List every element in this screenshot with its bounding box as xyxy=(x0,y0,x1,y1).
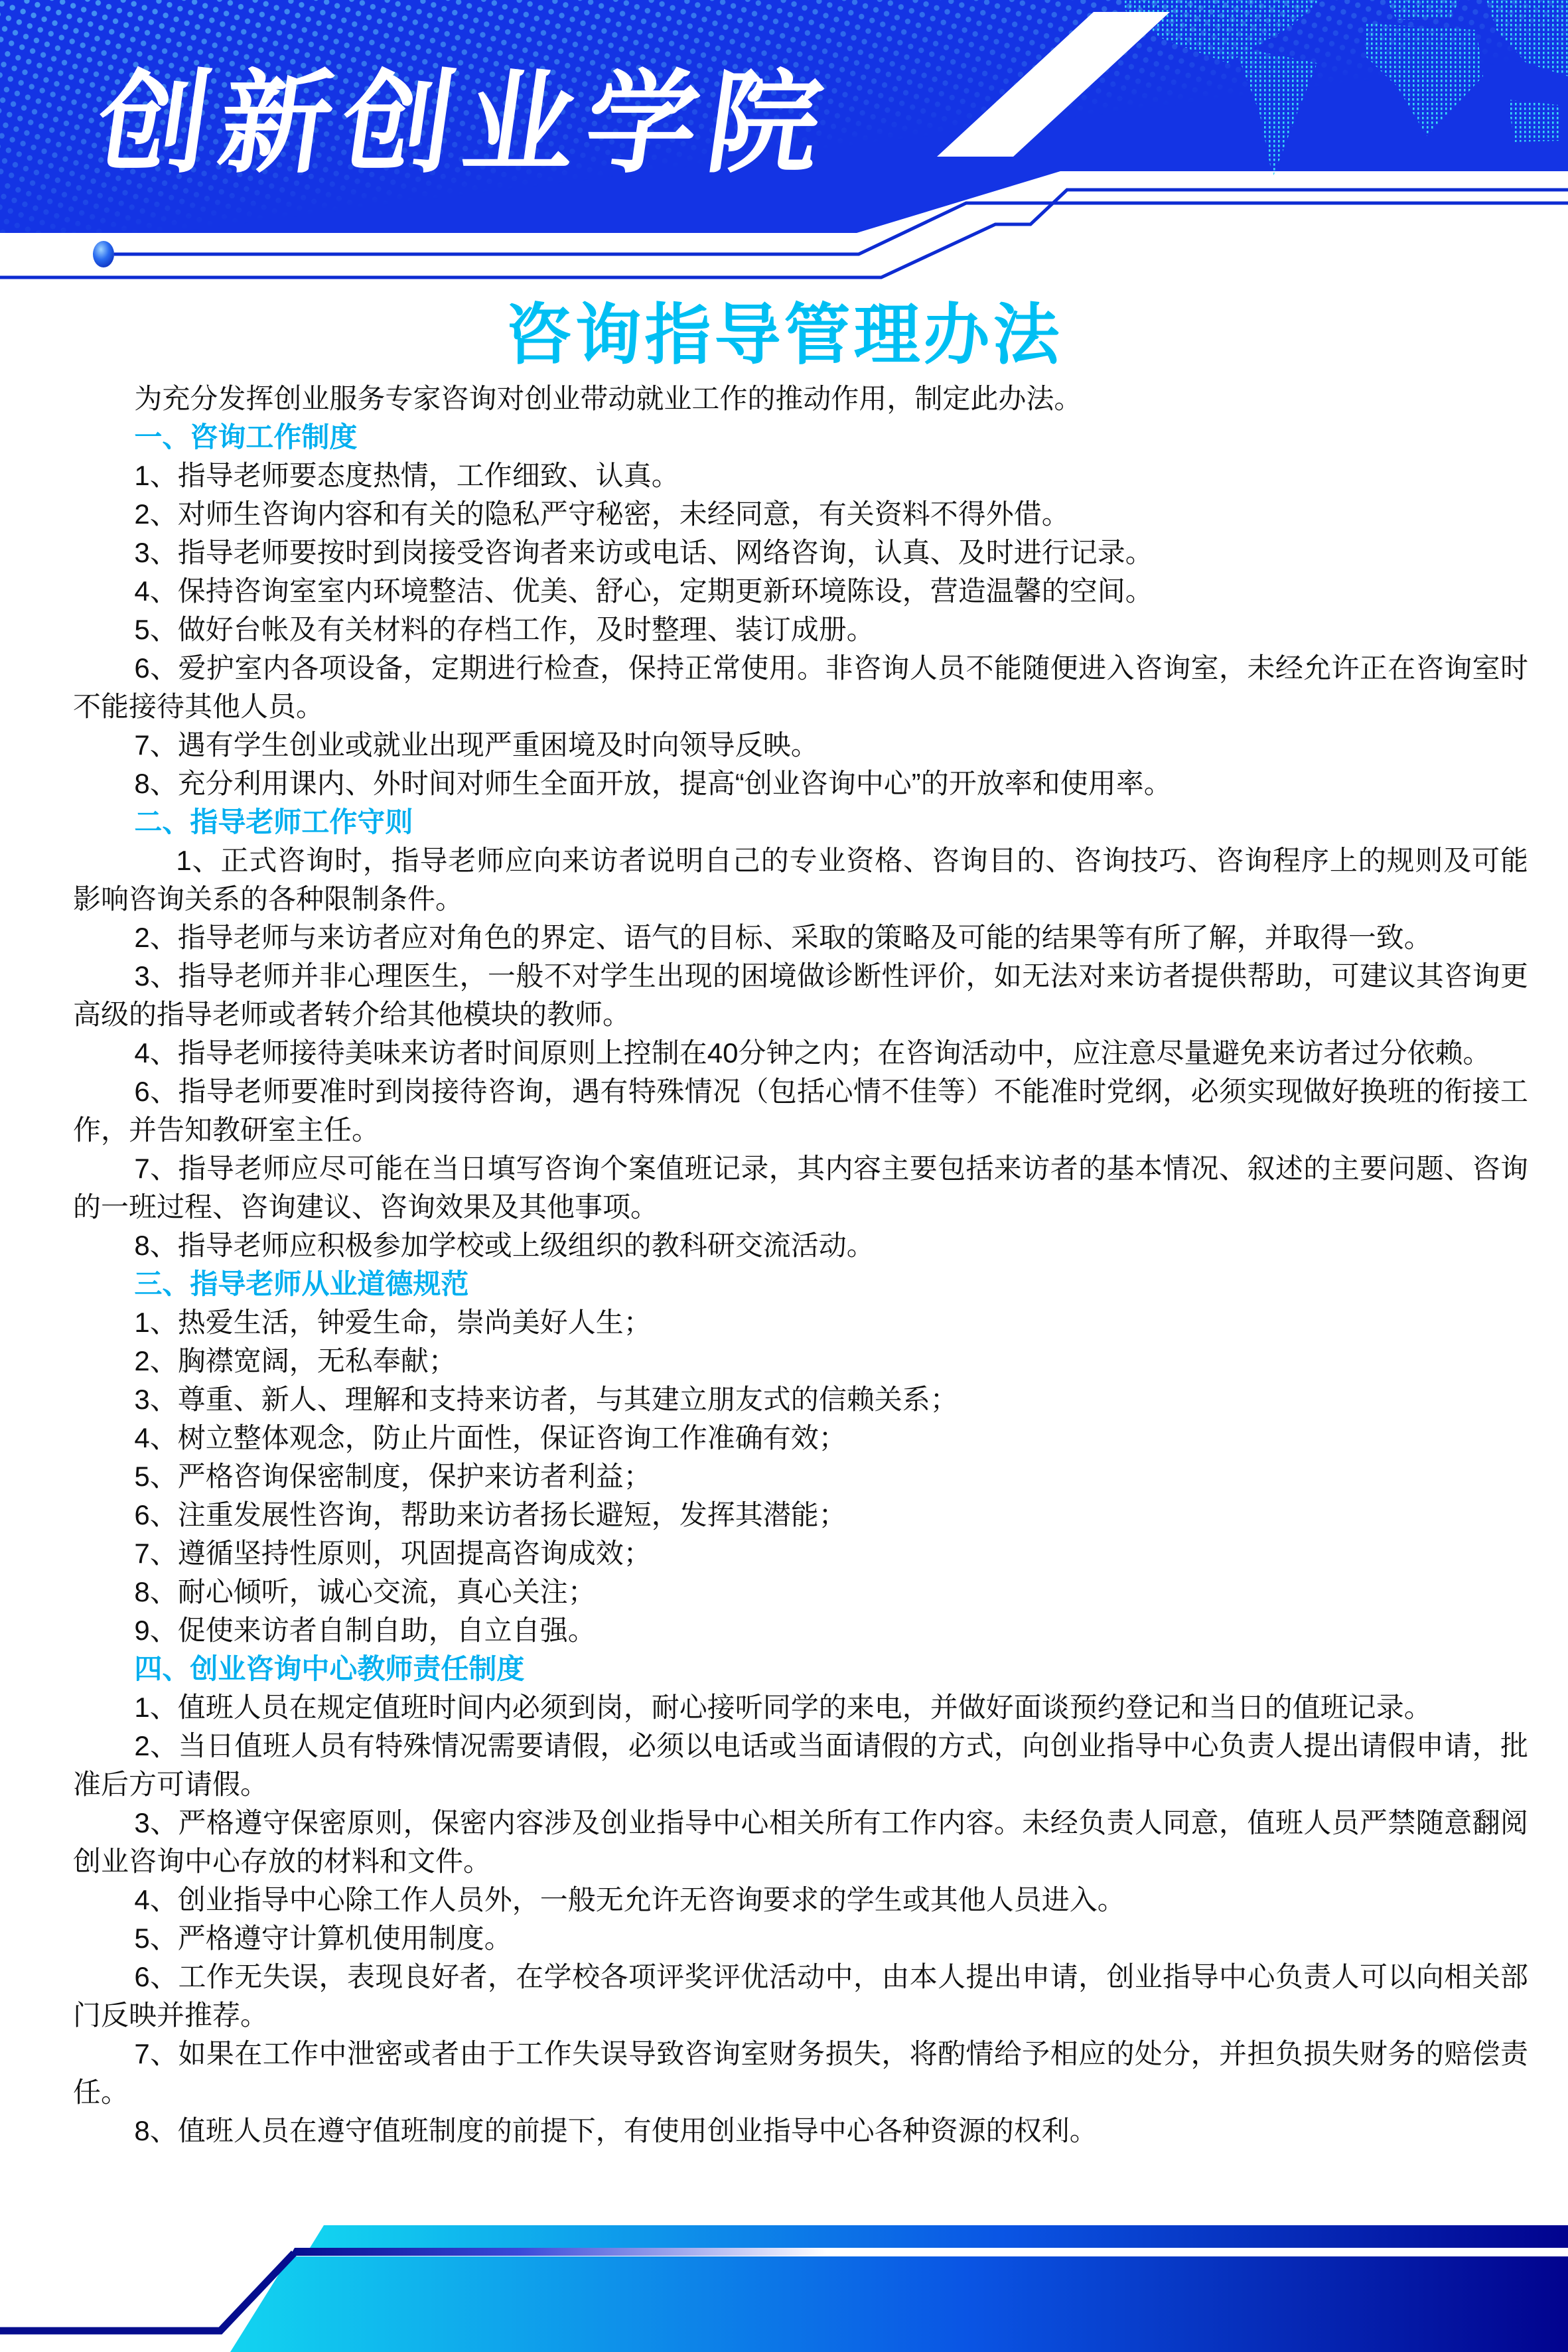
body-paragraph: 7、遇有学生创业或就业出现严重困境及时向领导反映。 xyxy=(134,729,819,761)
body-paragraph: 3、严格遵守保密原则，保密内容涉及创业指导中心相关所有工作内容。未经负责人同意，值班人员严禁随意翻阅创业咨询中心存放的材料和文件。 xyxy=(73,1807,1528,1877)
body-paragraph: 1、正式咨询时，指导老师应向来访者说明自己的专业资格、咨询目的、咨询技巧、咨询程序上的规则及可能影响咨询关系的各种限制条件。 xyxy=(73,845,1528,915)
body-paragraph: 8、充分利用课内、外时间对师生全面开放，提高“创业咨询中心”的开放率和使用率。 xyxy=(134,768,1172,799)
section-heading: 一、咨询工作制度 xyxy=(134,421,358,453)
body-paragraph: 2、对师生咨询内容和有关的隐私严守秘密，未经同意，有关资料不得外借。 xyxy=(134,498,1070,530)
body-paragraph: 2、指导老师与来访者应对角色的界定、语气的目标、采取的策略及可能的结果等有所了解，并取得一致。 xyxy=(134,922,1432,953)
document-body xyxy=(0,380,1568,2150)
body-paragraph: 4、树立整体观念，防止片面性，保证咨询工作准确有效； xyxy=(134,1422,847,1453)
footer-decoration xyxy=(0,2219,1568,2352)
body-paragraph: 9、促使来访者自制自助，自立自强。 xyxy=(134,1615,596,1646)
footer-hook-line xyxy=(0,2253,294,2331)
body-paragraph: 7、遵循坚持性原则，巩固提高咨询成效； xyxy=(134,1538,652,1569)
section-heading: 二、指导老师工作守则 xyxy=(134,806,413,838)
body-paragraph: 3、指导老师并非心理医生，一般不对学生出现的困境做诊断性评价，如无法对来访者提供帮助，可建议其咨询更高级的指导老师或者转介给其他模块的教师。 xyxy=(73,960,1528,1030)
body-paragraph: 1、热爱生活，钟爱生命，崇尚美好人生； xyxy=(134,1307,652,1338)
sphere-dot-icon xyxy=(93,241,114,267)
page-title: 咨询指导管理办法 xyxy=(505,298,1063,372)
body-paragraph: 4、指导老师接待美味来访者时间原则上控制在40分钟之内；在咨询活动中，应注意尽量避免来访者过分依赖。 xyxy=(134,1037,1491,1068)
body-paragraph: 3、指导老师要按时到岗接受咨询者来访或电话、网络咨询，认真、及时进行记录。 xyxy=(134,537,1153,568)
section-heading: 三、指导老师从业道德规范 xyxy=(134,1268,469,1299)
body-paragraph: 5、做好台帐及有关材料的存档工作，及时整理、装订成册。 xyxy=(134,614,875,645)
body-paragraph: 1、值班人员在规定值班时间内必须到岗，耐心接听同学的来电，并做好面谈预约登记和当日的值班记录。 xyxy=(134,1692,1432,1723)
intro-paragraph: 为充分发挥创业服务专家咨询对创业带动就业工作的推动作用，制定此办法。 xyxy=(134,383,1082,414)
body-paragraph: 7、指导老师应尽可能在当日填写咨询个案值班记录，其内容主要包括来访者的基本情况、叙述的主要问题、咨询的一班过程、咨询建议、咨询效果及其他事项。 xyxy=(73,1153,1528,1222)
body-paragraph: 5、严格咨询保密制度，保护来访者利益； xyxy=(134,1461,652,1492)
footer-top-band xyxy=(310,2225,1568,2248)
sections-container xyxy=(73,418,1528,2150)
body-paragraph: 4、创业指导中心除工作人员外，一般无允许无咨询要求的学生或其他人员进入。 xyxy=(134,1884,1125,1915)
body-paragraph: 2、当日值班人员有特殊情况需要请假，必须以电话或当面请假的方式，向创业指导中心负责人提出请假申请，批准后方可请假。 xyxy=(73,1730,1528,1800)
body-paragraph: 6、注重发展性咨询，帮助来访者扬长避短，发挥其潜能； xyxy=(134,1499,847,1530)
body-paragraph: 8、值班人员在遵守值班制度的前提下，有使用创业指导中心各种资源的权利。 xyxy=(134,2115,1098,2146)
body-paragraph: 2、胸襟宽阔，无私奉献； xyxy=(134,1345,457,1376)
footer-stripe xyxy=(290,2248,1568,2256)
school-name: 创新创业学院 xyxy=(89,63,839,186)
body-paragraph: 1、指导老师要态度热情，工作细致、认真。 xyxy=(134,460,679,491)
body-paragraph: 6、工作无失误，表现良好者，在学校各项评奖评优活动中，由本人提出申请，创业指导中心负责人可以向相关部门反映并推荐。 xyxy=(73,1961,1528,2031)
body-paragraph: 6、指导老师要准时到岗接待咨询，遇有特殊情况（包括心情不佳等）不能准时党纲，必须实现做好换班的衔接工作，并告知教研室主任。 xyxy=(73,1076,1528,1145)
body-paragraph: 4、保持咨询室室内环境整洁、优美、舒心，定期更新环境陈设，营造温馨的空间。 xyxy=(134,575,1153,607)
body-paragraph: 5、严格遵守计算机使用制度。 xyxy=(134,1923,512,1954)
footer-main-band xyxy=(230,2256,1568,2352)
body-paragraph: 6、爱护室内各项设备，定期进行检查，保持正常使用。非咨询人员不能随便进入咨询室，未经允许正在咨询室时不能接待其他人员。 xyxy=(73,652,1528,722)
body-paragraph: 7、如果在工作中泄密或者由于工作失误导致咨询室财务损失，将酌情给予相应的处分，并担负损失财务的赔偿责任。 xyxy=(73,2038,1528,2108)
body-paragraph: 3、尊重、新人、理解和支持来访者，与其建立朋友式的信赖关系； xyxy=(134,1384,958,1415)
section-heading: 四、创业咨询中心教师责任制度 xyxy=(134,1653,525,1684)
body-paragraph: 8、指导老师应积极参加学校或上级组织的教科研交流活动。 xyxy=(134,1230,875,1261)
body-paragraph: 8、耐心倾听，诚心交流，真心关注； xyxy=(134,1576,596,1607)
